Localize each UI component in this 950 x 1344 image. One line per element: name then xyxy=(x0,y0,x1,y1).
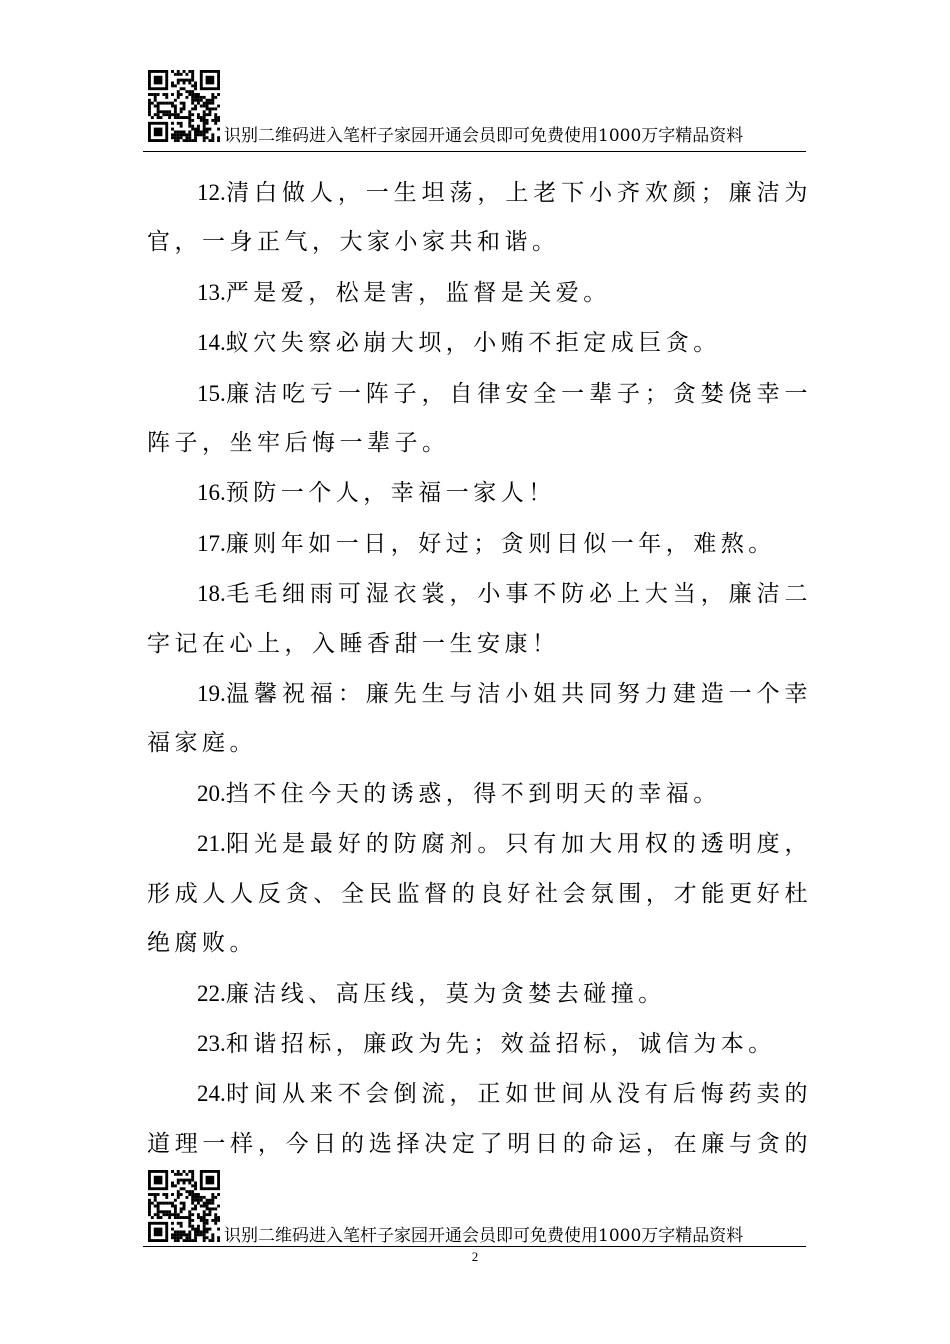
qr-code-icon[interactable] xyxy=(148,70,220,142)
item-number: 24. xyxy=(197,1081,226,1107)
item-text: 廉洁吃亏一阵子，自律安全一辈子；贪婪侥幸一阵子，坐牢后悔一辈子。 xyxy=(147,380,812,457)
item-text: 毛毛细雨可湿衣裳，小事不防必上大当，廉洁二字记在心上，入睡香甜一生安康！ xyxy=(147,581,812,657)
qr-code-icon[interactable] xyxy=(148,1170,220,1242)
item-number: 21. xyxy=(197,831,226,857)
paragraph xyxy=(147,1019,812,1069)
item-text: 温馨祝福：廉先生与洁小姐共同努力建造一个幸福家庭。 xyxy=(147,681,812,757)
item-number: 23. xyxy=(197,1030,226,1056)
item-text: 严是爱，松是害，监督是关爱。 xyxy=(225,279,611,306)
paragraph xyxy=(147,318,812,368)
paragraph xyxy=(147,969,812,1019)
header-rule xyxy=(143,151,806,152)
item-text: 蚁穴失察必崩大坝，小贿不拒定成巨贪。 xyxy=(225,330,721,357)
paragraph xyxy=(147,168,812,268)
item-text: 廉洁线、高压线，莫为贪婪去碰撞。 xyxy=(225,980,666,1007)
item-number: 17. xyxy=(197,530,226,556)
footer-rule xyxy=(143,1246,806,1247)
paragraph xyxy=(147,369,812,469)
document-body xyxy=(147,168,812,1219)
page-number: 2 xyxy=(471,1249,479,1264)
item-text: 时间从来不会倒流，正如世间从没有后悔药卖的道理一样，今日的选择决定了明日的命运，在廉与贪的 xyxy=(147,1081,812,1157)
item-number: 22. xyxy=(197,980,226,1006)
paragraph xyxy=(147,268,812,318)
item-number: 16. xyxy=(197,480,226,506)
item-number: 15. xyxy=(197,380,226,406)
item-number: 19. xyxy=(197,681,226,707)
item-text: 预防一个人，幸福一家人！ xyxy=(225,480,556,507)
header-banner: 识别二维码进入笔杆子家园开通会员即可免费使用1000万字精品资料 xyxy=(224,126,744,146)
item-number: 18. xyxy=(197,581,226,607)
item-number: 20. xyxy=(197,780,226,806)
item-text: 挡不住今天的诱惑，得不到明天的幸福。 xyxy=(225,780,721,807)
item-text: 阳光是最好的防腐剂。只有加大用权的透明度，形成人人反贪、全民监督的良好社会氛围，才能更好杜绝腐败。 xyxy=(147,831,812,957)
paragraph xyxy=(147,1069,812,1218)
paragraph xyxy=(147,519,812,569)
item-number: 12. xyxy=(197,180,226,205)
item-text: 清白做人，一生坦荡，上老下小齐欢颜；廉洁为官，一身正气，大家小家共和谐。 xyxy=(147,180,812,256)
paragraph xyxy=(147,769,812,819)
item-text: 廉则年如一日，好过；贪则日似一年，难熬。 xyxy=(225,530,776,557)
paragraph xyxy=(147,468,812,518)
paragraph xyxy=(147,819,812,968)
item-text: 和谐招标，廉政为先；效益招标，诚信为本。 xyxy=(225,1030,776,1057)
paragraph xyxy=(147,569,812,669)
footer-banner: 识别二维码进入笔杆子家园开通会员即可免费使用1000万字精品资料 xyxy=(224,1226,744,1246)
item-number: 14. xyxy=(197,330,226,356)
paragraph xyxy=(147,669,812,769)
item-number: 13. xyxy=(197,279,226,305)
